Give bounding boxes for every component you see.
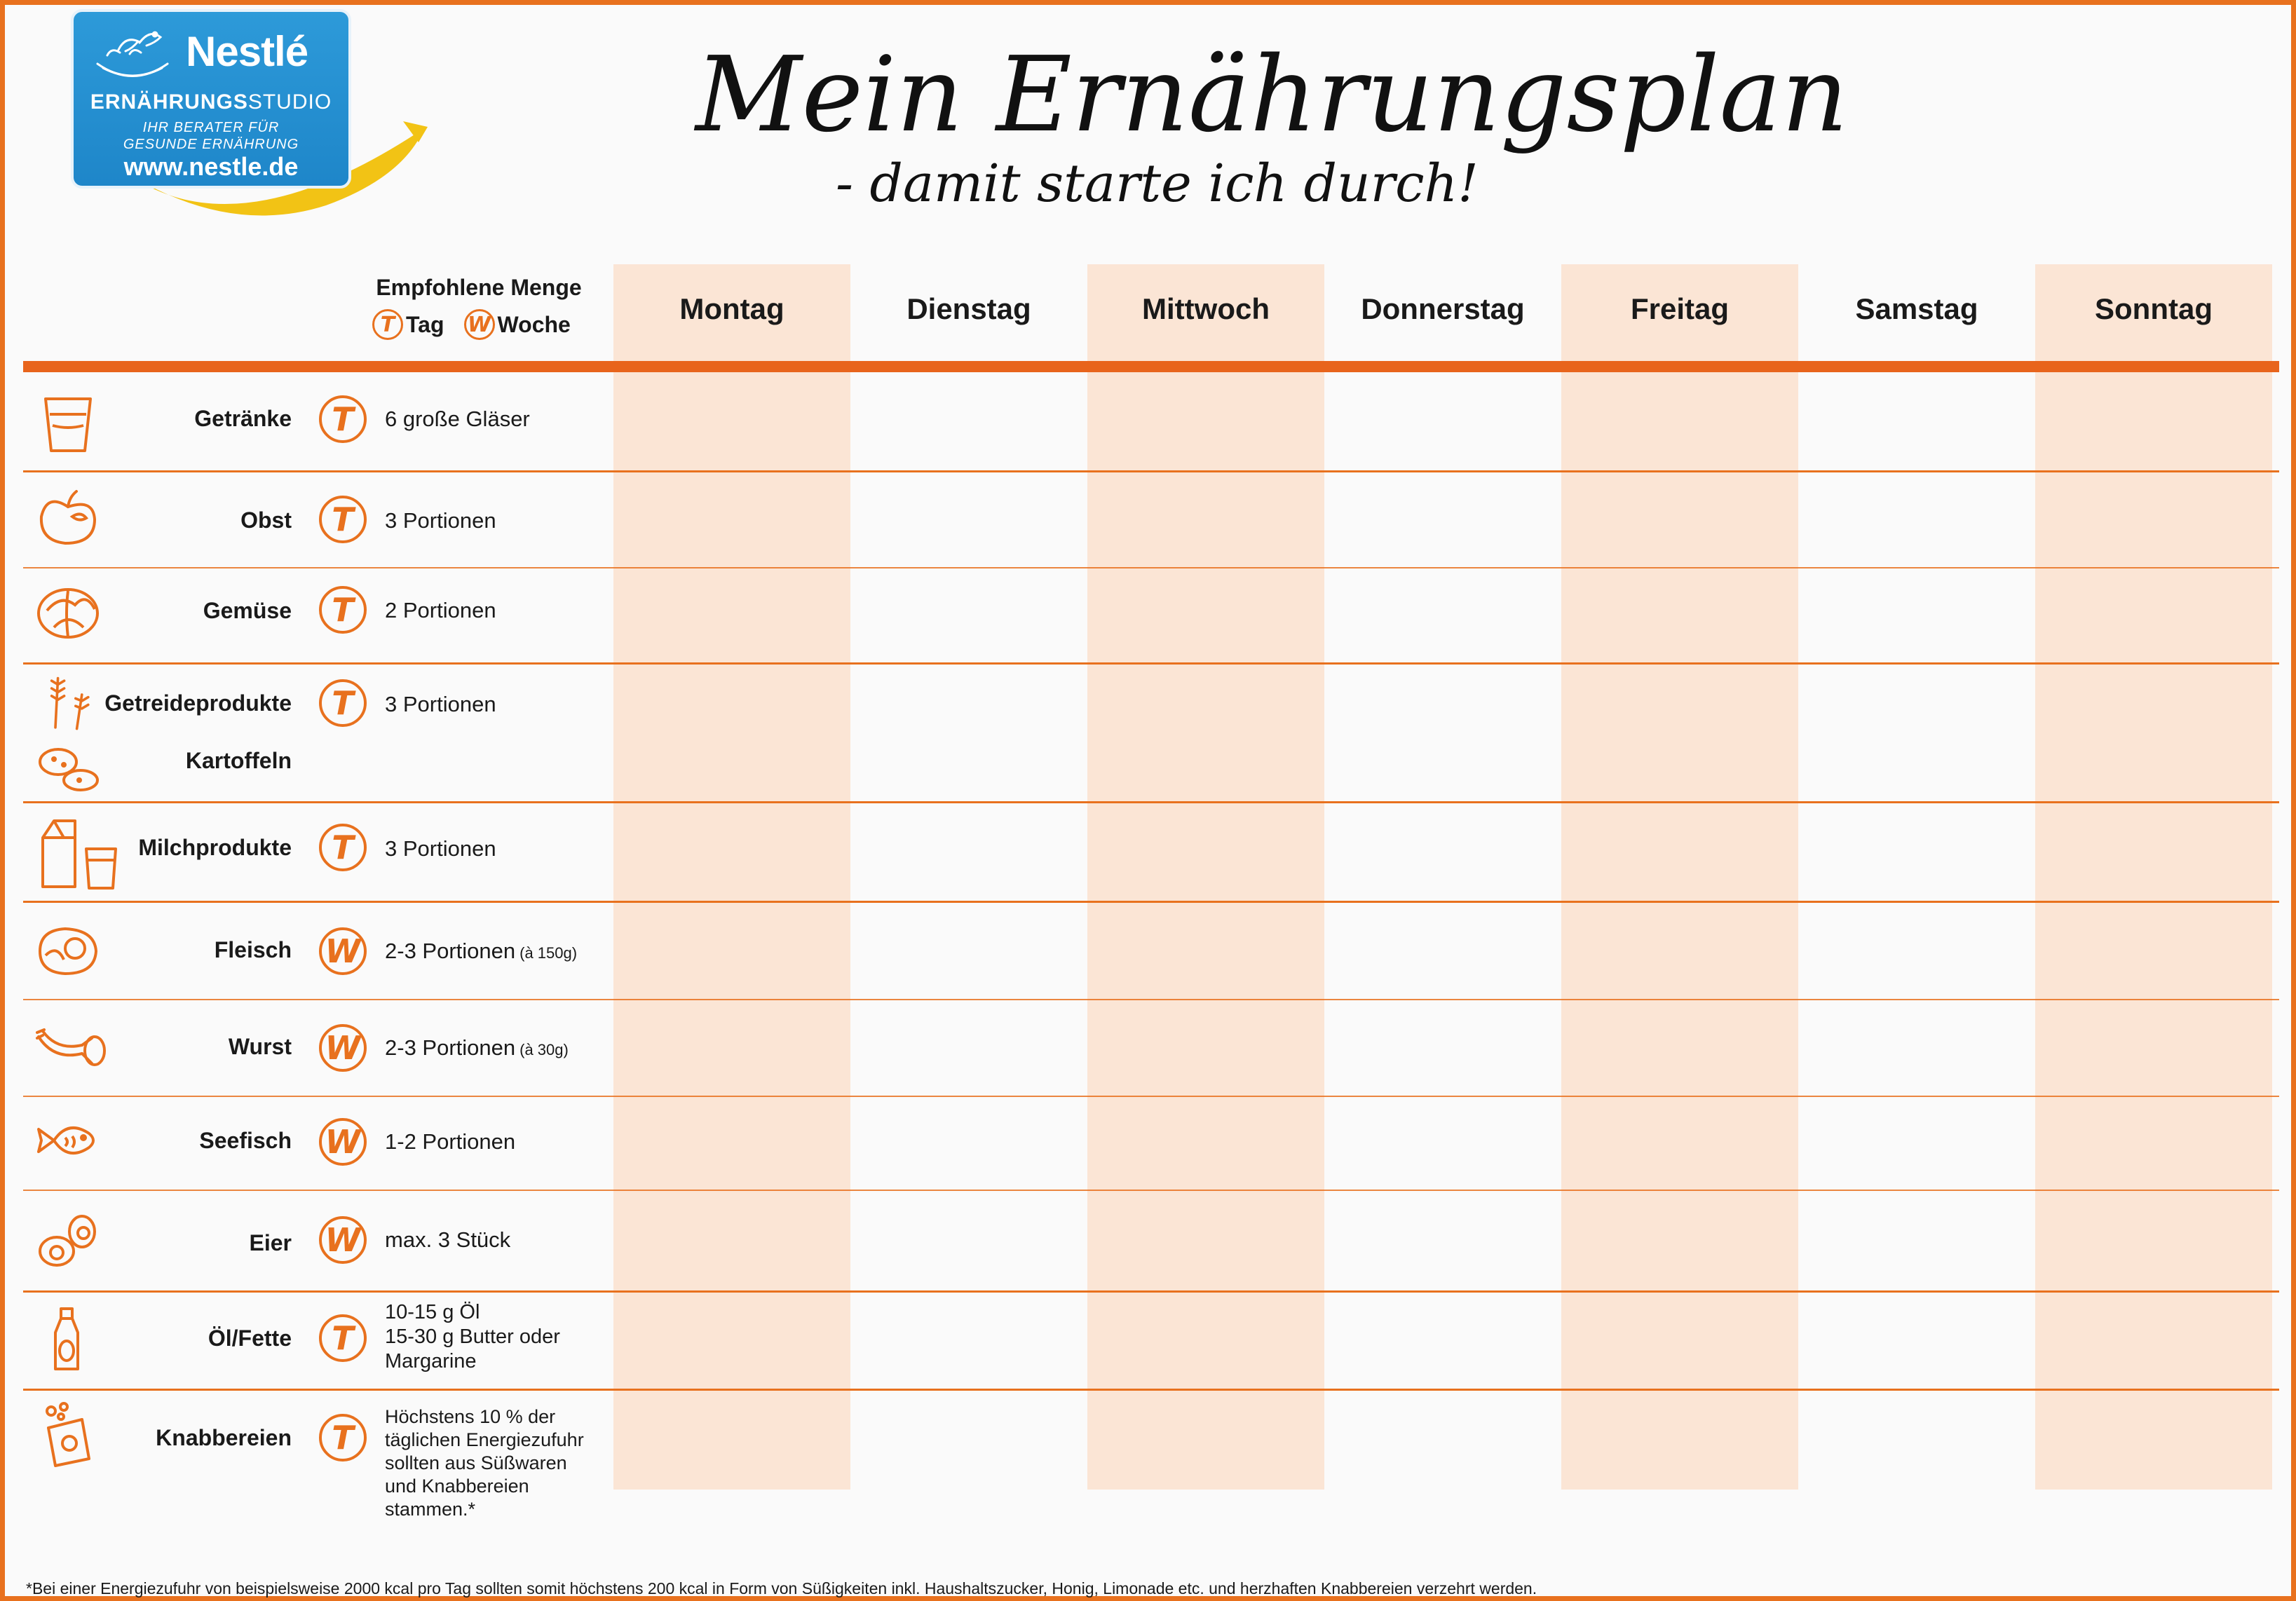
row-label-getreideprodukte: Getreideprodukte bbox=[104, 690, 292, 716]
frequency-tag-symbol: T bbox=[319, 395, 367, 443]
footnote: *Bei einer Energiezufuhr von beispielsweise 2000 kcal pro Tag sollten somit höchstens 200 kcal in Form von Süßigkeiten inkl. Haushaltszucker, Honig, Limonade etc. und herzhaften Knabbereien verzehrt werden. bbox=[26, 1579, 1537, 1597]
row-label-eier: Eier bbox=[249, 1230, 292, 1255]
legend bbox=[372, 306, 590, 343]
woche-label: Woche bbox=[497, 311, 571, 337]
snack-icon bbox=[33, 1400, 103, 1470]
row-label-oel-fette: Öl/Fette bbox=[208, 1326, 292, 1351]
amount-fleisch: 2-3 Portionen (à 150g) bbox=[385, 939, 578, 963]
amount-oel-fette bbox=[385, 1300, 560, 1374]
day-header-donnerstag: Donnerstag bbox=[1361, 292, 1525, 325]
stripe-sonntag bbox=[2035, 264, 2272, 1490]
amount-obst: 3 Portionen bbox=[385, 508, 496, 533]
stripe-montag bbox=[613, 264, 850, 1490]
header-divider bbox=[23, 361, 2279, 372]
frequency-woche-symbol: W bbox=[319, 927, 367, 975]
amount-knabbereien bbox=[385, 1405, 584, 1521]
row-label-seefisch: Seefisch bbox=[199, 1128, 292, 1153]
row-label-milchprodukte: Milchprodukte bbox=[138, 835, 292, 860]
frequency-tag-symbol: T bbox=[319, 496, 367, 543]
row-label-gemuese: Gemüse bbox=[203, 598, 292, 623]
amount-line: 10-15 g Öl bbox=[385, 1301, 480, 1323]
day-header-mittwoch: Mittwoch bbox=[1142, 292, 1270, 325]
row-divider bbox=[23, 1096, 2279, 1097]
milk-carton-icon bbox=[33, 817, 124, 894]
stripe-mittwoch bbox=[1087, 264, 1324, 1490]
frequency-tag-symbol: T bbox=[319, 1414, 367, 1462]
glass-icon bbox=[33, 389, 103, 459]
amount-gemuese: 2 Portionen bbox=[385, 598, 496, 622]
row-label-getraenke: Getränke bbox=[194, 406, 292, 431]
fish-icon bbox=[33, 1105, 103, 1176]
row-label-wurst: Wurst bbox=[228, 1034, 292, 1059]
amount-note-wurst: (à 30g) bbox=[519, 1041, 569, 1058]
logo-url: www.nestle.de bbox=[123, 152, 299, 181]
ham-icon bbox=[33, 916, 103, 986]
day-header-sonntag: Sonntag bbox=[2095, 292, 2213, 325]
tag-symbol: T bbox=[372, 309, 403, 340]
potato-icon bbox=[33, 741, 103, 797]
frequency-woche-symbol: W bbox=[319, 1118, 367, 1166]
row-divider bbox=[23, 662, 2279, 665]
cabbage-icon bbox=[33, 578, 103, 648]
page-subtitle: - damit starte ich durch! bbox=[836, 154, 1479, 214]
frequency-tag-symbol: T bbox=[319, 679, 367, 727]
row-label-knabbereien: Knabbereien bbox=[156, 1425, 292, 1450]
row-divider bbox=[23, 1190, 2279, 1191]
nestle-logo bbox=[67, 9, 417, 233]
amount-line: täglichen Energiezufuhr bbox=[385, 1429, 584, 1450]
amount-eier: max. 3 Stück bbox=[385, 1227, 511, 1252]
day-header-freitag: Freitag bbox=[1630, 292, 1730, 325]
amount-line: sollten aus Süßwaren bbox=[385, 1452, 567, 1473]
page-title: Mein Ernährungsplan bbox=[695, 34, 1849, 155]
logo-tagline-2: GESUNDE ERNÄHRUNG bbox=[123, 137, 299, 152]
tag-label: Tag bbox=[406, 311, 444, 337]
legend-heading: Empfohlene Menge bbox=[376, 275, 582, 300]
row-divider bbox=[23, 1290, 2279, 1293]
day-header-dienstag: Dienstag bbox=[906, 292, 1031, 325]
amount-line: und Knabbereien bbox=[385, 1476, 529, 1497]
logo-tagline-1: IHR BERATER FÜR bbox=[142, 120, 280, 135]
amount-note-fleisch: (à 150g) bbox=[519, 944, 578, 962]
logo-badge bbox=[71, 9, 351, 189]
row-divider bbox=[23, 901, 2279, 903]
day-header-samstag: Samstag bbox=[1855, 292, 1978, 325]
grain-icon bbox=[33, 669, 103, 733]
row-divider bbox=[23, 470, 2279, 472]
frequency-woche-symbol: W bbox=[319, 1216, 367, 1264]
row-label-fleisch: Fleisch bbox=[214, 937, 292, 962]
amount-seefisch: 1-2 Portionen bbox=[385, 1129, 516, 1154]
row-divider bbox=[23, 801, 2279, 803]
frequency-tag-symbol: T bbox=[319, 1314, 367, 1362]
egg-icon bbox=[33, 1208, 103, 1278]
amount-line: Höchstens 10 % der bbox=[385, 1406, 556, 1427]
apple-icon bbox=[33, 486, 103, 556]
frequency-woche-symbol: W bbox=[319, 1024, 367, 1072]
row-label-kartoffeln: Kartoffeln bbox=[185, 748, 292, 773]
frequency-tag-symbol: T bbox=[319, 586, 367, 634]
logo-brand: Nestlé bbox=[186, 28, 308, 75]
woche-symbol: W bbox=[464, 309, 495, 340]
oil-bottle-icon bbox=[33, 1304, 103, 1375]
amount-getreideprodukte: 3 Portionen bbox=[385, 692, 496, 716]
amount-line: 15-30 g Butter oder bbox=[385, 1326, 560, 1348]
sausage-icon bbox=[33, 1011, 110, 1082]
row-label-obst: Obst bbox=[240, 507, 292, 533]
amount-wurst: 2-3 Portionen (à 30g) bbox=[385, 1035, 569, 1060]
row-divider bbox=[23, 999, 2279, 1000]
row-divider bbox=[23, 567, 2279, 568]
amount-line: stammen.* bbox=[385, 1499, 476, 1520]
frequency-tag-symbol: T bbox=[319, 824, 367, 871]
day-header-montag: Montag bbox=[679, 292, 784, 325]
stripe-freitag bbox=[1561, 264, 1798, 1490]
nest-birds-icon bbox=[90, 22, 175, 85]
row-divider bbox=[23, 1389, 2279, 1391]
amount-line: Margarine bbox=[385, 1350, 477, 1372]
amount-milchprodukte: 3 Portionen bbox=[385, 836, 496, 861]
logo-studio: ERNÄHRUNGSSTUDIO bbox=[90, 90, 332, 114]
amount-getraenke: 6 große Gläser bbox=[385, 407, 530, 431]
